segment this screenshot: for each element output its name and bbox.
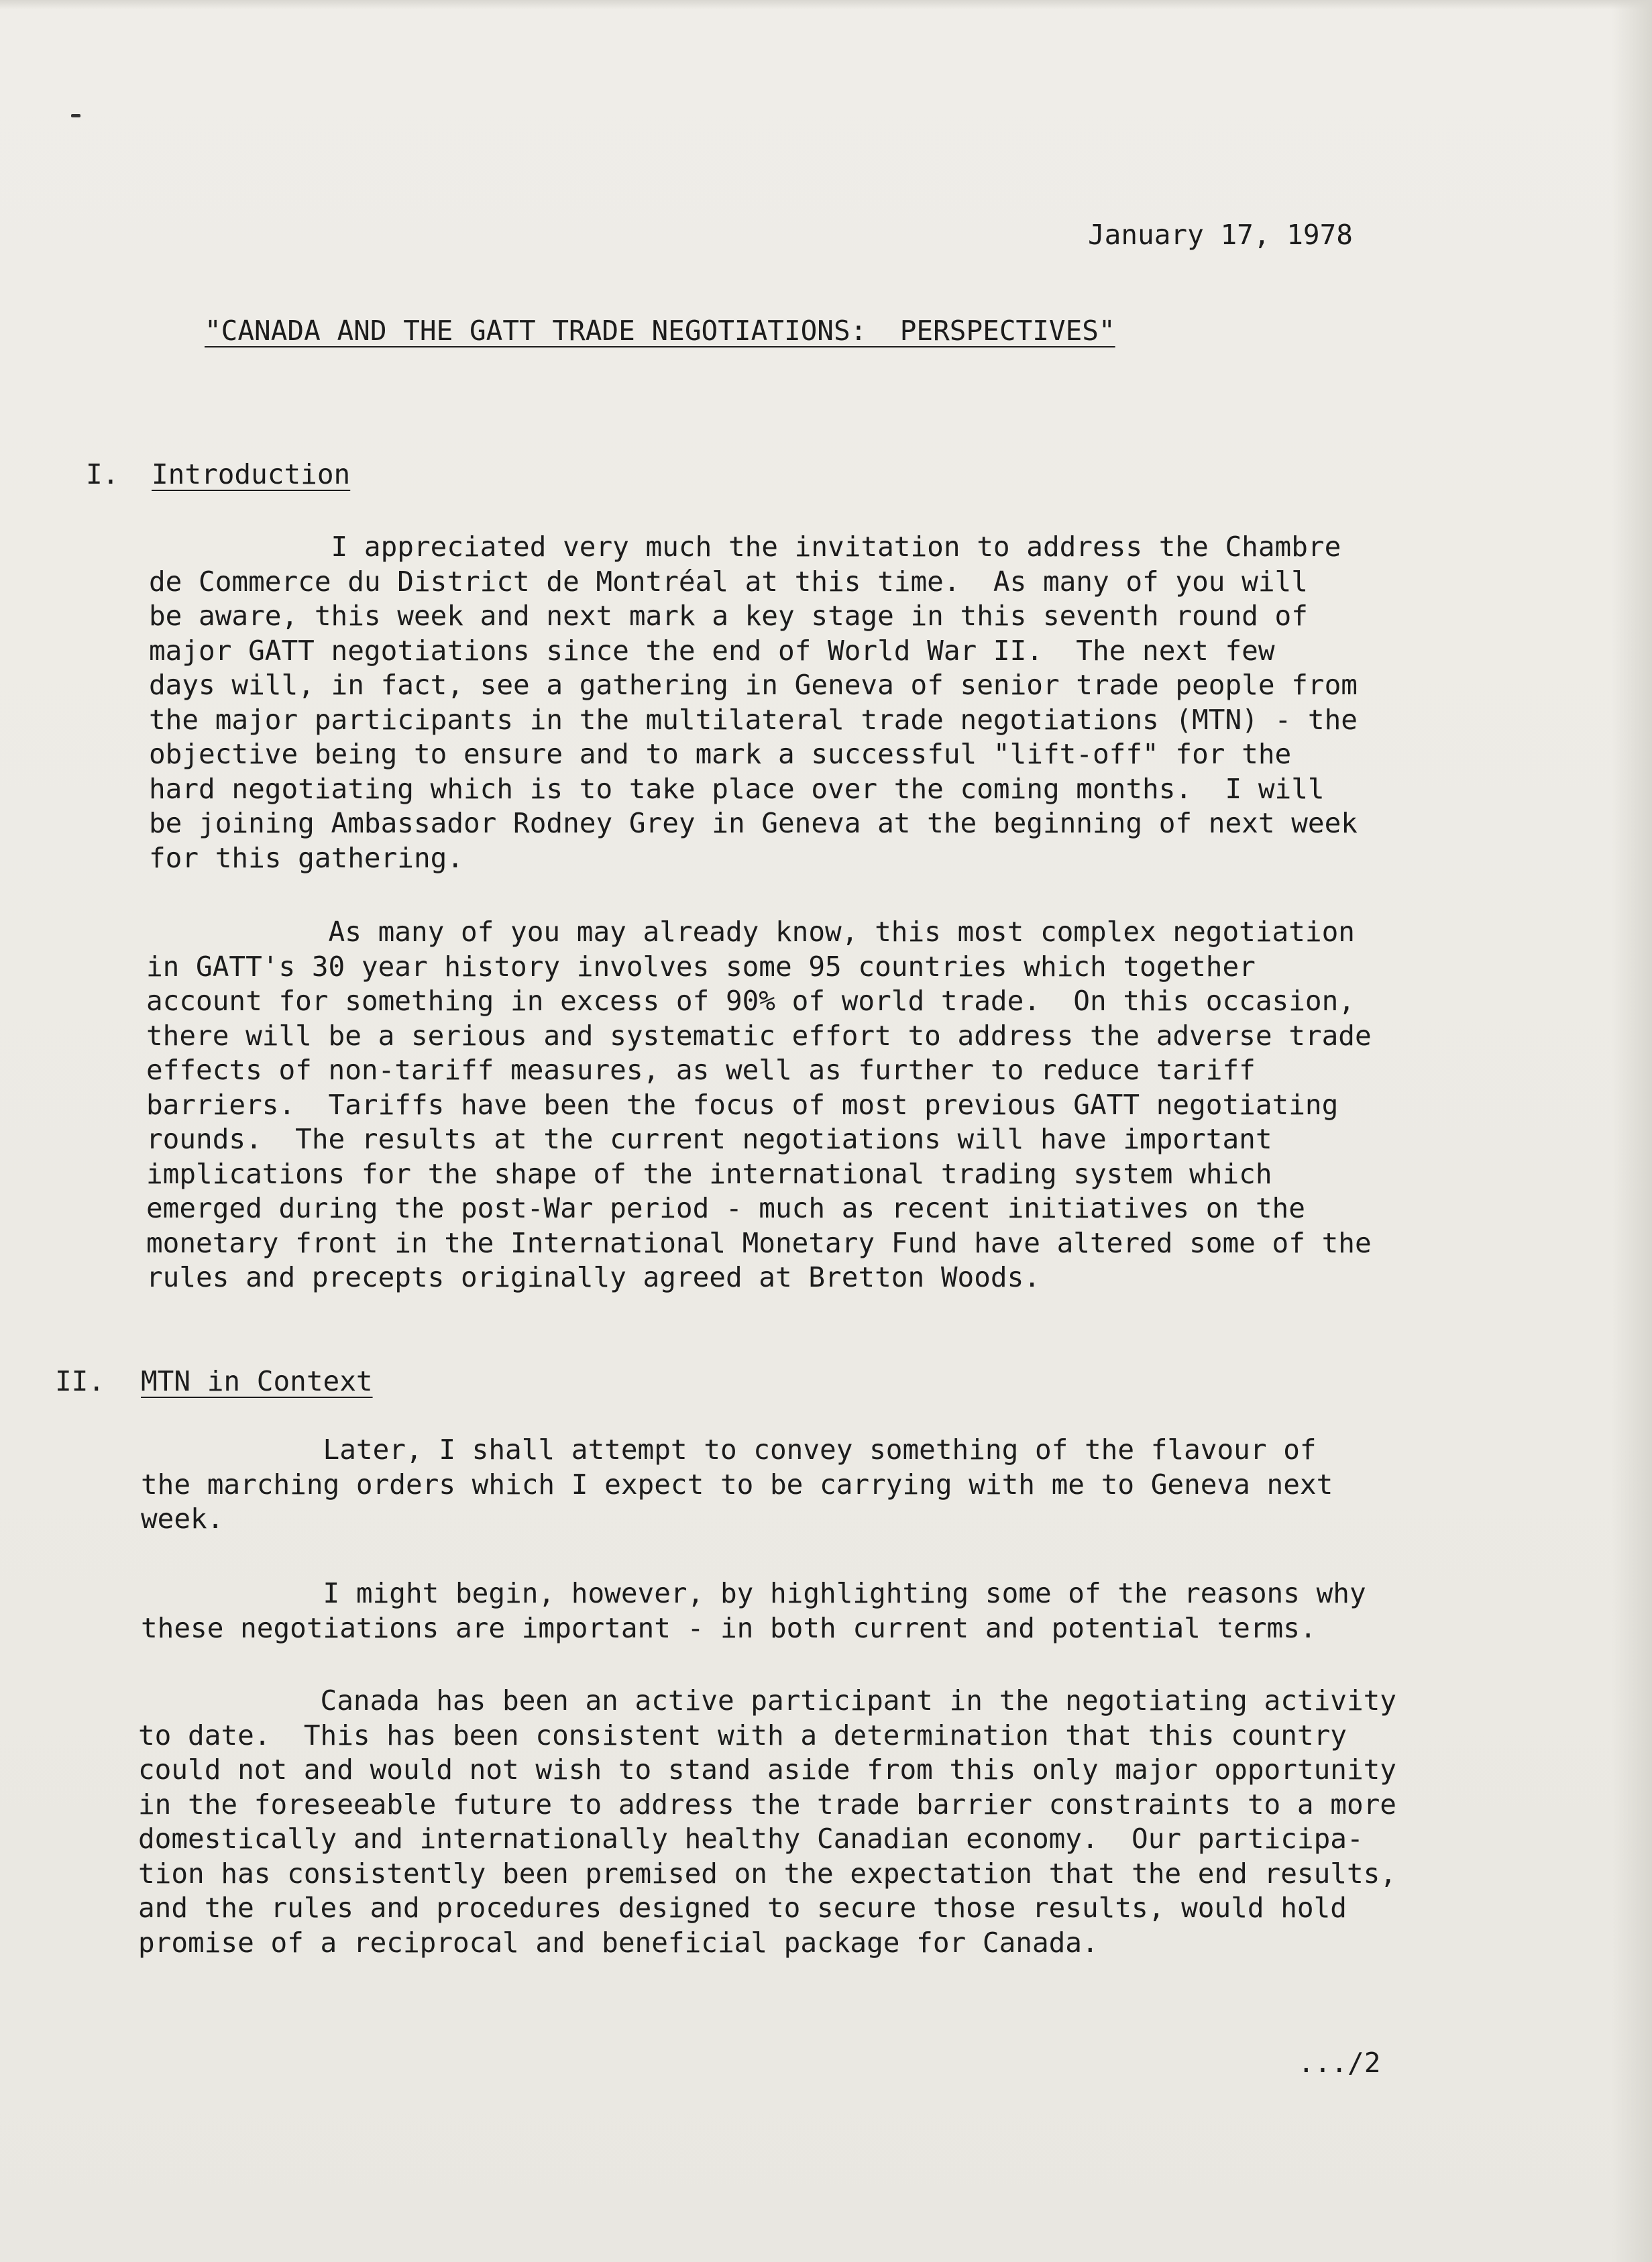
section-1-number: I.: [86, 458, 119, 490]
text-line: effects of non-tariff measures, as well as further to reduce tariff: [146, 1054, 1256, 1086]
section-1-heading: Introduction: [152, 458, 351, 490]
document-date: January 17, 1978: [1088, 219, 1353, 251]
text-line: week.: [141, 1503, 224, 1535]
text-line: these negotiations are important - in both current and potential terms.: [141, 1611, 1317, 1644]
text-line: for this gathering.: [149, 841, 463, 874]
page-right-shadow: [1612, 0, 1652, 2262]
section-2-heading: MTN in Context: [141, 1365, 373, 1397]
section-2-paragraph-2: [141, 1576, 1366, 1646]
text-line: de Commerce du District de Montréal at this time. As many of you will: [149, 565, 1308, 598]
text-line: there will be a serious and systematic effort to address the adverse trade: [146, 1019, 1372, 1052]
text-line: objective being to ensure and to mark a successful "lift-off" for the: [149, 738, 1292, 770]
section-1-paragraph-1: [149, 530, 1358, 875]
text-line: be aware, this week and next mark a key stage in this seventh round of: [149, 600, 1308, 632]
text-line: the marching orders which I expect to be carrying with me to Geneva next: [141, 1468, 1333, 1501]
text-line: days will, in fact, see a gathering in Geneva of senior trade people from: [149, 669, 1358, 701]
text-line: in GATT's 30 year history involves some 95 countries which together: [146, 950, 1256, 983]
text-line: promise of a reciprocal and beneficial package for Canada.: [138, 1926, 1099, 1959]
text-line: and the rules and procedures designed to secure those results, would hold: [138, 1892, 1347, 1924]
text-line: As many of you may already know, this most complex negotiation: [146, 916, 1355, 948]
section-1-paragraph-2: [146, 915, 1372, 1295]
text-line: rounds. The results at the current negotiations will have important: [146, 1123, 1272, 1155]
section-2-paragraph-3: [138, 1684, 1396, 1960]
ink-speck: [71, 114, 80, 117]
section-2-number: II.: [55, 1365, 105, 1397]
text-line: Canada has been an active participant in the negotiating activity: [138, 1684, 1396, 1717]
text-line: major GATT negotiations since the end of World War II. The next few: [149, 634, 1275, 667]
text-line: the major participants in the multilateral trade negotiations (MTN) - the: [149, 703, 1358, 736]
document-title: "CANADA AND THE GATT TRADE NEGOTIATIONS: PERSPECTIVES": [205, 315, 1115, 347]
text-line: Later, I shall attempt to convey something of the flavour of: [141, 1434, 1317, 1466]
text-line: tion has consistently been premised on the expectation that the end results,: [138, 1857, 1396, 1890]
text-line: I appreciated very much the invitation to address the Chambre: [149, 531, 1341, 563]
text-line: I might begin, however, by highlighting some of the reasons why: [141, 1577, 1366, 1609]
text-line: in the foreseeable future to address the trade barrier constraints to a more: [138, 1788, 1396, 1821]
text-line: implications for the shape of the international trading system which: [146, 1157, 1272, 1190]
page-continuation: .../2: [1298, 2047, 1381, 2079]
text-line: domestically and internationally healthy Canadian economy. Our participa-: [138, 1823, 1364, 1855]
text-line: emerged during the post-War period - much as recent initiatives on the: [146, 1192, 1305, 1224]
text-line: hard negotiating which is to take place over the coming months. I will: [149, 772, 1325, 805]
text-line: rules and precepts originally agreed at Bretton Woods.: [146, 1261, 1040, 1293]
page-top-shadow: [0, 0, 1652, 9]
section-2-paragraph-1: [141, 1433, 1333, 1537]
text-line: barriers. Tariffs have been the focus of most previous GATT negotiating: [146, 1088, 1339, 1121]
text-line: account for something in excess of 90% of world trade. On this occasion,: [146, 985, 1355, 1017]
text-line: to date. This has been consistent with a determination that this country: [138, 1719, 1347, 1752]
text-line: be joining Ambassador Rodney Grey in Geneva at the beginning of next week: [149, 807, 1358, 839]
text-line: monetary front in the International Monetary Fund have altered some of the: [146, 1226, 1372, 1259]
text-line: could not and would not wish to stand aside from this only major opportunity: [138, 1754, 1396, 1786]
